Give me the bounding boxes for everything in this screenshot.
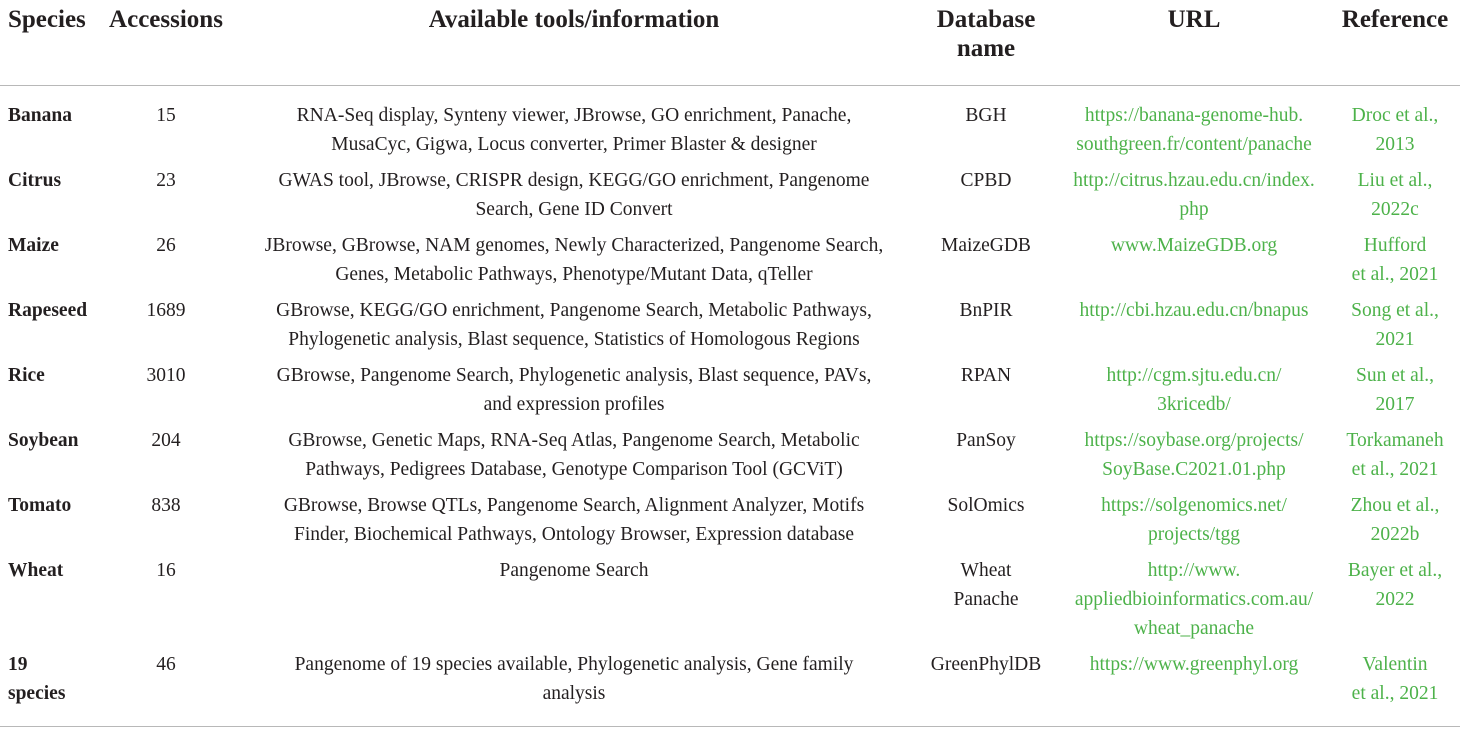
database-line: Panache [953,589,1019,610]
header-reference: Reference [1330,0,1460,86]
reference-line: Zhou et al., [1350,495,1440,516]
reference-line: et al., 2021 [1351,459,1439,480]
tools-line: RNA-Seq display, Synteny viewer, JBrowse, GO enrichment, Panache, [296,105,852,126]
tools-cell [234,556,914,650]
url-line: wheat_panache [1133,618,1255,639]
database-line: CPBD [960,170,1012,191]
url-line: projects/tgg [1147,524,1241,545]
database-cell [914,556,1058,650]
reference-link[interactable] [1330,231,1460,296]
species-cell: Maize [8,235,59,256]
tools-cell [234,86,914,167]
database-cell [914,296,1058,361]
reference-link[interactable] [1330,556,1460,650]
header-database-line-1: Database [936,6,1036,33]
tools-line: Genes, Metabolic Pathways, Phenotype/Mutant Data, qTeller [335,264,813,285]
tools-cell [234,166,914,231]
url-line: https://banana-genome-hub. [1084,105,1304,126]
species-line: 19 [8,654,28,675]
url-line: http://citrus.hzau.edu.cn/index. [1073,170,1315,191]
reference-line: Song et al., [1351,300,1439,321]
database-line: PanSoy [956,430,1016,451]
reference-link[interactable] [1330,166,1460,231]
url-link[interactable] [1058,426,1330,491]
url-link[interactable] [1058,491,1330,556]
tools-cell [234,361,914,426]
accessions-cell: 838 [151,495,181,516]
reference-link[interactable] [1330,86,1460,167]
species-cell: Citrus [8,170,62,191]
url-link[interactable] [1058,166,1330,231]
table-row [0,426,1460,491]
species-cell: Banana [8,105,72,126]
database-line: GreenPhylDB [930,654,1042,675]
species-cell: Wheat [8,560,64,581]
header-species: Species [0,0,98,86]
database-cell [914,361,1058,426]
accessions-cell: 23 [156,170,176,191]
table-row [0,491,1460,556]
tools-cell [234,296,914,361]
reference-line: et al., 2021 [1351,264,1439,285]
tools-line: GBrowse, Browse QTLs, Pangenome Search, Alignment Analyzer, Motifs [283,495,865,516]
url-link[interactable] [1058,86,1330,167]
reference-link[interactable] [1330,296,1460,361]
table-body [0,86,1460,727]
url-line: SoyBase.C2021.01.php [1102,459,1286,480]
database-cell [914,491,1058,556]
table-row [0,86,1460,167]
accessions-cell: 15 [156,105,176,126]
reference-link[interactable] [1330,491,1460,556]
tools-line: Finder, Biochemical Pathways, Ontology Browser, Expression database [293,524,855,545]
header-database [914,0,1058,86]
url-line: https://solgenomics.net/ [1101,495,1287,516]
tools-line: Search, Gene ID Convert [475,199,673,220]
reference-line: 2013 [1375,134,1415,155]
reference-line: 2022c [1371,199,1419,220]
database-cell [914,231,1058,296]
table-header [0,0,1460,86]
table-row [0,166,1460,231]
tools-line: and expression profiles [483,394,665,415]
url-line: 3kricedb/ [1157,394,1231,415]
database-line: Wheat [960,560,1012,581]
database-line: RPAN [960,365,1012,386]
database-cell [914,650,1058,727]
header-tools: Available tools/information [234,0,914,86]
url-line: https://soybase.org/projects/ [1084,430,1304,451]
accessions-cell: 46 [98,650,234,727]
url-line: appliedbioinformatics.com.au/ [1074,589,1314,610]
accessions-cell: 26 [156,235,176,256]
tools-line: Pangenome of 19 species available, Phylogenetic analysis, Gene family [294,654,854,675]
reference-line: Torkamaneh [1346,430,1444,451]
header-url: URL [1058,0,1330,86]
tools-line: Phylogenetic analysis, Blast sequence, Statistics of Homologous Regions [288,329,860,350]
header-accessions: Accessions [98,0,234,86]
header-database-line-2: name [956,35,1016,62]
table-row [0,296,1460,361]
tools-line: GWAS tool, JBrowse, CRISPR design, KEGG/GO enrichment, Pangenome [278,170,870,191]
tools-cell [234,650,914,727]
table-row [0,361,1460,426]
species-cell: Soybean [8,430,79,451]
accessions-cell: 3010 [146,365,186,386]
reference-line: Sun et al., [1356,365,1434,386]
reference-link[interactable] [1330,426,1460,491]
url-link[interactable] [1058,556,1330,650]
reference-line: 2022b [1370,524,1420,545]
reference-line: 2017 [1375,394,1415,415]
tools-cell [234,426,914,491]
url-link[interactable] [1058,361,1330,426]
table-row [0,231,1460,296]
database-cell [914,166,1058,231]
url-link[interactable] [1058,650,1330,727]
database-cell [914,86,1058,167]
url-line: php [1179,199,1209,220]
reference-line: et al., 2021 [1351,683,1439,704]
database-line: SolOmics [947,495,1025,516]
accessions-cell: 16 [156,560,176,581]
header-row [0,0,1460,86]
table-row [0,650,1460,727]
reference-line: 2022 [1375,589,1415,610]
tools-line: GBrowse, Pangenome Search, Phylogenetic analysis, Blast sequence, PAVs, [276,365,872,386]
database-line: BGH [965,105,1007,126]
species-cell: Tomato [8,495,72,516]
tools-line: GBrowse, Genetic Maps, RNA-Seq Atlas, Pangenome Search, Metabolic [288,430,860,451]
reference-line: Hufford [1363,235,1427,256]
tools-line: Pangenome Search [499,560,649,581]
url-line: http://www. [1147,560,1241,581]
tools-line: analysis [542,683,606,704]
tools-line: JBrowse, GBrowse, NAM genomes, Newly Characterized, Pangenome Search, [264,235,884,256]
reference-line: Droc et al., [1351,105,1439,126]
accessions-cell: 204 [151,430,181,451]
tools-cell [234,491,914,556]
reference-line: 2021 [1375,329,1415,350]
url-line: southgreen.fr/content/panache [1076,134,1312,155]
species-cell: Rice [8,365,45,386]
accessions-cell: 1689 [146,300,186,321]
tools-line: MusaCyc, Gigwa, Locus converter, Primer Blaster & designer [331,134,817,155]
url-link[interactable] [1058,231,1330,296]
table-row [0,556,1460,650]
url-line: https://www.greenphyl.org [1089,654,1299,675]
reference-link[interactable] [1330,650,1460,727]
tools-line: Pathways, Pedigrees Database, Genotype Comparison Tool (GCViT) [305,459,843,480]
database-line: BnPIR [959,300,1013,321]
tools-cell [234,231,914,296]
species-cell: Rapeseed [8,300,88,321]
database-line: MaizeGDB [941,235,1031,256]
reference-link[interactable] [1330,361,1460,426]
url-line: http://cgm.sjtu.edu.cn/ [1106,365,1282,386]
tools-line: GBrowse, KEGG/GO enrichment, Pangenome Search, Metabolic Pathways, [276,300,872,321]
reference-line: Bayer et al., [1347,560,1443,581]
url-line: www.MaizeGDB.org [1110,235,1278,256]
url-line: http://cbi.hzau.edu.cn/bnapus [1079,300,1309,321]
reference-line: Liu et al., [1357,170,1433,191]
url-link[interactable] [1058,296,1330,361]
species-line: species [8,683,66,704]
reference-line: Valentin [1362,654,1428,675]
database-cell [914,426,1058,491]
species-cell [0,650,98,727]
